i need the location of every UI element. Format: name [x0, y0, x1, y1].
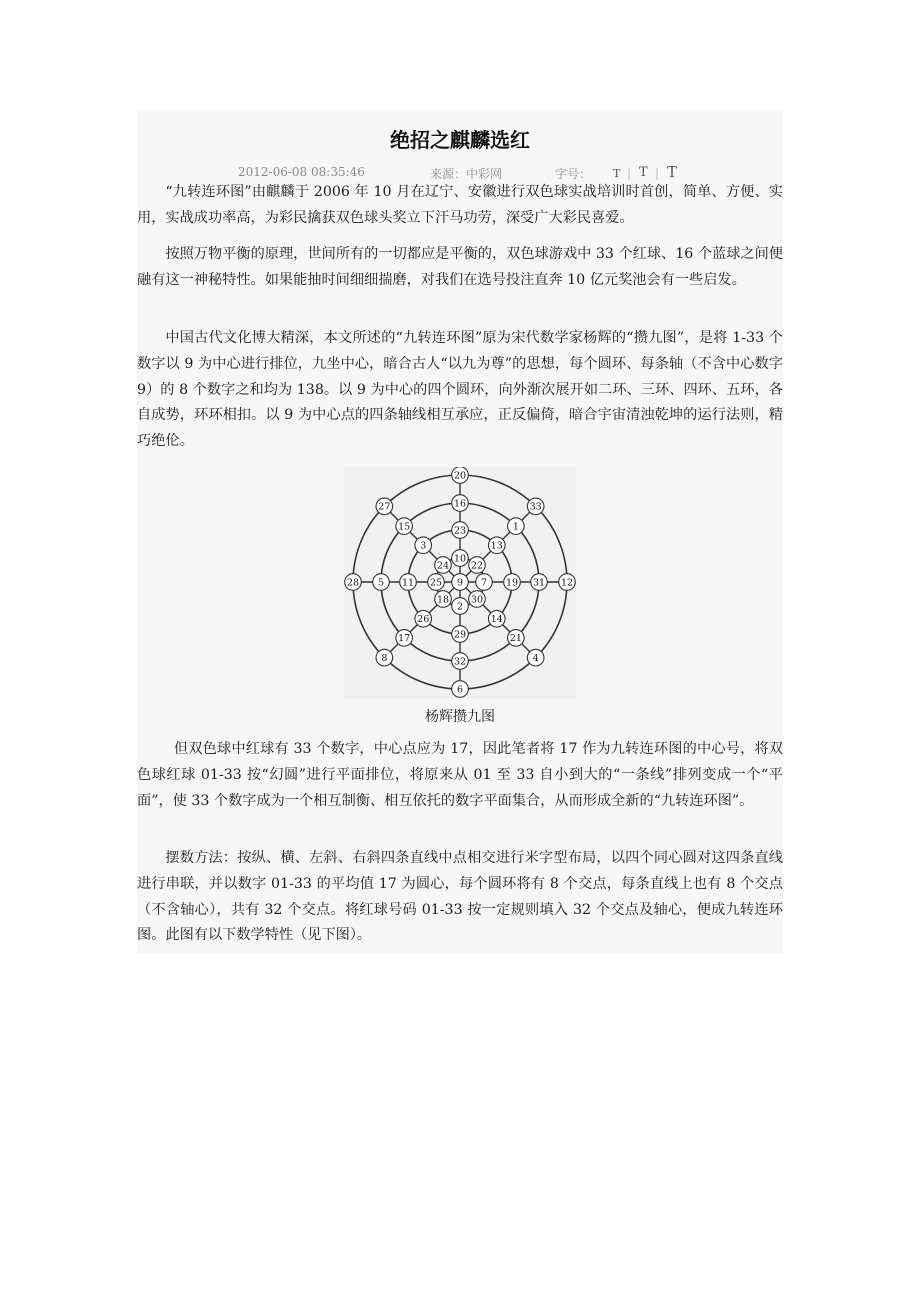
font-size-label: 字号： [555, 167, 592, 181]
number-label: 30 [470, 594, 484, 606]
paragraph-intro: “九转连环图”由麒麟于 2006 年 10 月在辽宁、安徽进行双色球实战培训时首创，简单、方便、实用，实战成功率高，为彩民擒获双色球头奖立下汗马功劳，深受广大彩民喜爱。 [137, 184, 783, 226]
number-label: 11 [401, 577, 415, 589]
number-label: 31 [532, 577, 546, 589]
number-label: 28 [346, 577, 360, 589]
number-label: 13 [490, 540, 503, 552]
font-size-medium-button[interactable]: T [639, 165, 648, 180]
yanghui-diagram [344, 467, 576, 699]
article-title: 绝招之麒麟选红 [390, 128, 530, 152]
paragraph-method: 摆数方法：按纵、横、左斜、右斜四条直线中点相交进行米字型布局，以四个同心圆对这四条直线进行串联，并以数字 01-33 的平均值 17 为圆心，每个圆环将有 8 个交点，每条直线上也有 8 个交点（不含轴心），共有 32 个交点。将红球号码 01-33 按一定规则填入 32 个交点及轴心，便成九转连环图。此图有以下数学特性（见下图）。 [137, 850, 783, 944]
paragraph-balance: 按照万物平衡的原理，世间所有的一切都应是平衡的，双色球游戏中 33 个红球、16 个蓝球之间便融有这一神秘特性。如果能抽时间细细揣磨，对我们在选号投注直奔 10 亿元奖池会有一些启发。 [137, 246, 783, 288]
yanghui-diagram-svg [344, 467, 576, 699]
number-label: 20 [453, 470, 467, 482]
number-label: 9 [456, 577, 464, 589]
number-label: 8 [381, 652, 388, 664]
number-label: 10 [453, 553, 467, 565]
number-label: 29 [453, 629, 467, 641]
number-label: 6 [456, 684, 464, 696]
article [137, 110, 783, 953]
number-label: 22 [470, 560, 484, 572]
separator: | [627, 166, 632, 180]
number-label: 32 [453, 656, 467, 668]
number-label: 12 [560, 577, 574, 589]
paragraph-history: 中国古代文化博大精深，本文所述的“九转连环图”原为宋代数学家杨辉的“攒九图”，是将 1-33 个数字以 9 为中心进行排位，九坐中心，暗合古人“以九为尊”的思想，每个圆环、每条轴（不含中心数字 9）的 8 个数字之和均为 138。以 9 为中心的四个圆环，向外渐次展开如二环、三环、四环、五环，各自成势，环环相扣。以 9 为中心点的四条轴线相互承应，正反偏倚，暗合宇宙清浊乾坤的运行法则，精巧绝伦。 [137, 330, 783, 450]
number-label: 23 [453, 525, 467, 537]
number-label: 33 [529, 501, 542, 513]
number-label: 3 [420, 540, 427, 552]
font-size-large-button[interactable]: T [667, 163, 678, 181]
number-label: 19 [505, 577, 519, 589]
number-label: 14 [490, 614, 503, 626]
number-label: 27 [378, 501, 391, 513]
number-label: 24 [436, 560, 450, 572]
number-label: 16 [453, 498, 467, 510]
font-size-small-button[interactable]: T [613, 167, 621, 180]
number-label: 26 [417, 614, 430, 626]
source-label: 来源：中彩网 [430, 167, 503, 181]
number-label: 15 [398, 521, 411, 533]
separator: | [655, 166, 660, 180]
number-label: 25 [429, 577, 443, 589]
number-label: 5 [377, 577, 385, 589]
figure-caption: 杨辉攒九图 [425, 709, 495, 725]
number-label: 4 [532, 652, 539, 664]
paragraph-redball: 但双色球中红球有 33 个数字，中心点应为 17，因此笔者将 17 作为九转连环图的中心号，将双色球红球 01-33 按“幻圆”进行平面排位，将原来从 01 至 33 自小到大的“一条线”排列变成一个“平面”，使 33 个数字成为一个相互制衡、相互依托的数字平面集合，从而形成全新的“九转连环图”。 [137, 741, 783, 809]
number-label: 17 [398, 633, 411, 645]
publish-date: 2012-06-08 08:35:46 [238, 165, 365, 179]
number-label: 18 [436, 594, 450, 606]
number-label: 21 [509, 633, 522, 645]
number-label: 1 [512, 521, 519, 533]
number-label: 7 [480, 577, 488, 589]
number-label: 2 [456, 601, 464, 613]
